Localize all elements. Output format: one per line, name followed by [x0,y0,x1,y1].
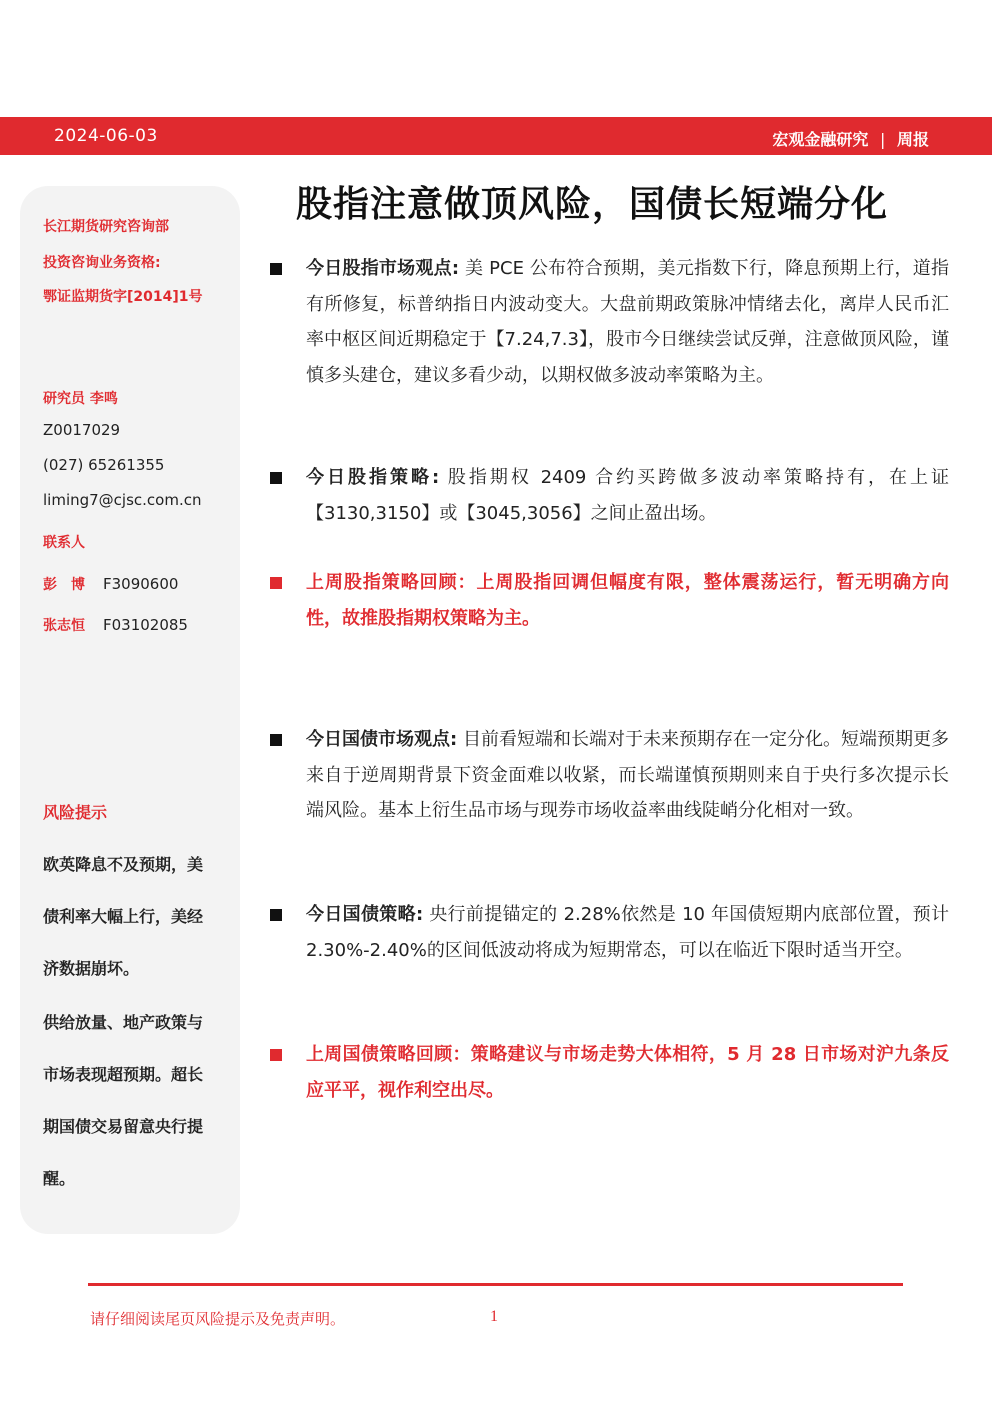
risk-line: 期国债交易留意央行提 [43,1117,204,1136]
risk-title: 风险提示 [43,803,108,822]
contact-row [43,615,188,635]
footer-divider [88,1283,903,1286]
report-type-label: 周报 [896,130,929,149]
section-lead: 今日国债市场观点: [306,729,458,750]
contact-id: F03102085 [103,616,188,634]
bullet-icon [270,263,282,275]
researcher-email[interactable]: liming7@cjsc.com.cn [43,491,202,509]
risk-line: 债利率大幅上行，美经 [43,907,204,926]
section-lead: 今日股指策略: [306,467,440,488]
section-text: 目前看短端和长端对于未来预期存在一定分化。短端预期更多来自于逆周期背景下资金面难以收紧，而长端谨慎预期则来自于央行多次提示长端风险。基本上衍生品市场与现券市场收益率曲线陡峭分化相对一致。 [306,729,949,821]
section-bond-review: 上周国债策略回顾：策略建议与市场走势大体相符，5 月 28 日市场对沪九条反应平平，视作利空出尽。 [306,1044,949,1101]
page-title: 股指注意做顶风险，国债长短端分化 [296,184,889,225]
section-lead: 今日股指市场观点: [306,258,460,279]
report-category [772,127,929,150]
qualification-label: 投资咨询业务资格: [43,255,161,271]
bullet-icon [270,1049,282,1061]
page-number: 1 [490,1308,498,1325]
researcher-label: 研究员 李鸣 [43,391,118,407]
bullet-icon [270,909,282,921]
section-equity-view [306,251,949,393]
risk-line: 供给放量、地产政策与 [43,1013,204,1032]
section-text: 美 PCE 公布符合预期，美元指数下行，降息预期上行，道指有所修复，标普纳指日内波动变大。大盘前期政策脉冲情绪去化，离岸人民币汇率中枢区间近期稳定于【7.24,7.3】，股市今日继续尝试反弹，注意做顶风险，谨慎多头建仓，建议多看少动，以期权做多波动率策略为主。 [306,258,949,386]
header-bar [0,117,992,155]
risk-line: 醒。 [43,1169,76,1188]
section-equity-strategy [306,460,949,531]
section-text: 股指期权 2409 合约买跨做多波动率策略持有，在上证【3130,3150】或【3045,3056】之间止盈出场。 [306,467,949,524]
contact-name: 彭 博 [43,577,85,593]
researcher-id: Z0017029 [43,421,121,439]
category-label: 宏观金融研究 [772,130,869,149]
section-text: 央行前提锚定的 2.28%依然是 10 年国债短期内底部位置，预计 2.30%-2.40%的区间低波动将成为短期常态，可以在临近下限时适当开空。 [306,904,949,961]
risk-line: 济数据崩坏。 [43,959,140,978]
researcher-phone: (027) 65261355 [43,456,165,474]
contact-name: 张志恒 [43,618,85,634]
section-lead: 今日国债策略: [306,904,424,925]
risk-line: 市场表现超预期。超长 [43,1065,204,1084]
section-equity-review: 上周股指策略回顾：上周股指回调但幅度有限，整体震荡运行，暂无明确方向性，故推股指期权策略为主。 [306,572,949,629]
header-separator: | [880,130,886,149]
sidebar [20,186,240,1234]
contact-row [43,574,178,594]
org-name: 长江期货研究咨询部 [43,219,169,235]
report-date: 2024-06-03 [54,126,158,146]
section-bond-view [306,722,949,829]
bullet-icon [270,472,282,484]
section-bond-strategy [306,897,949,968]
qualification-value: 鄂证监期货字[2014]1号 [43,289,203,305]
risk-line: 欧英降息不及预期，美 [43,855,204,874]
bullet-icon [270,577,282,589]
contact-id: F3090600 [103,575,179,593]
bullet-icon [270,734,282,746]
contacts-label: 联系人 [43,535,85,551]
footer-disclaimer: 请仔细阅读尾页风险提示及免责声明。 [90,1310,346,1328]
